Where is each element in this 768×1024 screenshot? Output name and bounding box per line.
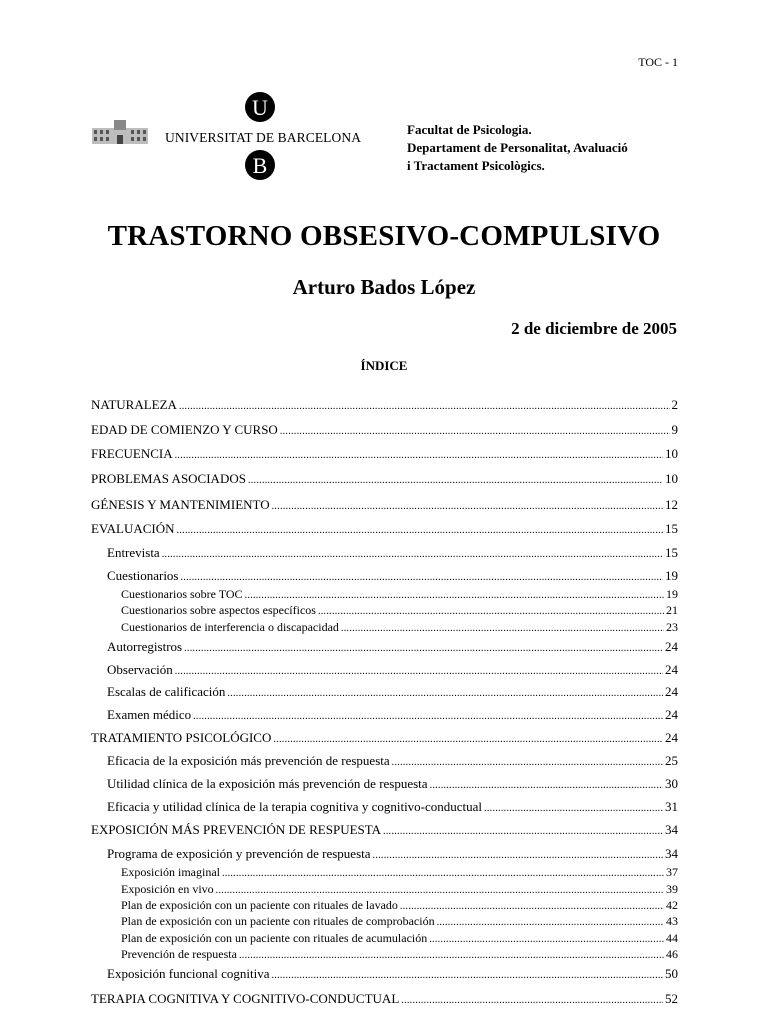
toc-entry-label: Autorregistros [107,639,183,654]
toc-entry-page: 52 [665,991,678,1006]
toc-entry-page: 39 [666,882,678,896]
toc-entry-label: Programa de exposición y prevención de respuesta [107,846,371,861]
toc-entry-label: TERAPIA COGNITIVA Y COGNITIVO-CONDUCTUAL [91,991,400,1006]
toc-dot-leader [227,688,663,699]
toc-entry-label: Eficacia y utilidad clínica de la terapia cognitiva y cognitivo-conductual [107,799,483,814]
toc-dot-leader [175,666,663,677]
toc-entry-label: EXPOSICIÓN MÁS PREVENCIÓN DE RESPUESTA [91,822,382,837]
toc-dot-leader [271,970,663,981]
toc-entry-page: 34 [665,822,678,837]
toc-entry-label: Examen médico [107,707,192,722]
logo-letter-u: U [245,92,275,122]
toc-entry-page: 24 [665,730,678,745]
toc-entry[interactable] [121,603,678,618]
university-logo [90,90,370,185]
toc-entry-page: 44 [666,931,678,945]
toc-dot-leader [193,711,663,722]
toc-dot-leader [430,780,663,791]
toc-entry[interactable] [121,914,678,929]
toc-dot-leader [273,734,663,745]
toc-entry[interactable] [107,799,678,815]
toc-entry-label: EVALUACIÓN [91,521,175,536]
toc-entry-page: 50 [665,966,678,981]
toc-entry-page: 24 [665,707,678,722]
toc-entry-page: 10 [665,446,678,461]
toc-entry-page: 30 [665,776,678,791]
toc-entry-page: 9 [671,422,678,437]
toc-entry-label: Cuestionarios [107,568,179,583]
university-building-icon [92,120,148,144]
toc-entry[interactable] [107,753,678,769]
toc-entry-label: Plan de exposición con un paciente con rituales de lavado [121,898,398,912]
toc-entry-label: Observación [107,662,173,677]
toc-entry-label: FRECUENCIA [91,446,173,461]
document-title: TRASTORNO OBSESIVO-COMPULSIVO [107,220,661,252]
toc-entry-label: Plan de exposición con un paciente con rituales de acumulación [121,931,428,945]
toc-entry-label: Exposición en vivo [121,882,214,896]
logo-letter-b: B [245,150,275,180]
toc-dot-leader [484,803,663,814]
toc-entry-label: Eficacia de la exposición más prevención de respuesta [107,753,390,768]
toc-entry-page: 31 [665,799,678,814]
toc-dot-leader [318,606,664,617]
toc-dot-leader [245,590,664,601]
toc-entry[interactable] [107,568,678,584]
document-date: 2 de diciembre de 2005 [511,319,677,338]
toc-entry[interactable] [91,497,678,513]
toc-entry-label: Plan de exposición con un paciente con rituales de comprobación [121,914,435,928]
toc-dot-leader [216,885,664,896]
toc-entry[interactable] [121,865,678,880]
toc-entry-label: Entrevista [107,545,160,560]
toc-entry-page: 12 [665,497,678,512]
toc-entry-label: Cuestionarios sobre aspectos específicos [121,603,316,617]
toc-entry[interactable] [121,898,678,913]
toc-entry-label: Cuestionarios de interferencia o discapacidad [121,620,339,634]
toc-entry-page: 15 [665,521,678,536]
toc-dot-leader [280,426,670,437]
toc-entry[interactable] [91,471,678,487]
toc-dot-leader [429,934,664,945]
toc-dot-leader [383,826,663,837]
logo-university-name: UNIVERSITAT DE BARCELONA [165,130,362,145]
toc-entry-label: Utilidad clínica de la exposición más prevención de respuesta [107,776,428,791]
toc-dot-leader [162,549,663,560]
toc-entry-label: Escalas de calificación [107,684,226,699]
toc-entry[interactable] [91,730,678,746]
toc-dot-leader [373,850,663,861]
toc-entry-label: PROBLEMAS ASOCIADOS [91,471,246,486]
toc-entry-label: EDAD DE COMIENZO Y CURSO [91,422,278,437]
toc-entry-label: GÉNESIS Y MANTENIMIENTO [91,497,270,512]
toc-entry-page: 46 [666,947,678,961]
toc-entry[interactable] [107,707,678,723]
toc-entry-page: 25 [665,753,678,768]
toc-entry-page: 15 [665,545,678,560]
toc-entry[interactable] [91,521,678,537]
toc-entry[interactable] [91,822,678,838]
toc-dot-leader [392,757,663,768]
toc-entry-label: Prevención de respuesta [121,947,237,961]
toc-entry[interactable] [91,446,678,462]
toc-entry-label: Cuestionarios sobre TOC [121,587,243,601]
toc-dot-leader [400,901,664,912]
toc-entry-page: 24 [665,639,678,654]
index-heading: ÍNDICE [360,358,408,373]
toc-entry[interactable] [107,662,678,678]
toc-entry-page: 34 [665,846,678,861]
toc-entry[interactable] [121,587,678,602]
toc-entry[interactable] [121,931,678,946]
toc-dot-leader [401,995,663,1006]
toc-entry-page: 24 [665,662,678,677]
toc-entry-label: NATURALEZA [91,397,177,412]
toc-dot-leader [272,501,663,512]
toc-entry-page: 24 [665,684,678,699]
toc-dot-leader [181,572,664,583]
toc-entry-page: 42 [666,898,678,912]
faculty-line: Facultat de Psicologia. [407,122,532,137]
toc-dot-leader [239,950,664,961]
toc-entry[interactable] [91,397,678,413]
toc-entry-page: 19 [666,587,678,601]
toc-entry-page: 23 [666,620,678,634]
toc-dot-leader [222,868,664,879]
toc-entry-page: 2 [671,397,678,412]
toc-entry-page: 10 [665,471,678,486]
toc-entry[interactable] [121,882,678,897]
toc-dot-leader [437,917,664,928]
toc-dot-leader [341,623,664,634]
toc-entry-label: TRATAMIENTO PSICOLÓGICO [91,730,272,745]
toc-entry[interactable] [107,776,678,792]
department-line: Departament de Personalitat, Avaluació [407,140,628,155]
department-line-continued: i Tractament Psicològics. [407,158,545,173]
toc-dot-leader [177,525,663,536]
toc-dot-leader [175,450,663,461]
toc-entry[interactable] [107,846,678,862]
toc-entry[interactable] [107,684,678,700]
toc-entry[interactable] [121,620,678,635]
toc-entry-page: 21 [666,603,678,617]
toc-entry[interactable] [107,545,678,561]
toc-entry-label: Exposición funcional cognitiva [107,966,270,981]
toc-dot-leader [248,475,663,486]
faculty-block [407,121,628,175]
toc-entry-page: 43 [666,914,678,928]
toc-entry-label: Exposición imaginal [121,865,220,879]
toc-entry[interactable] [91,991,678,1007]
toc-dot-leader [184,643,663,654]
author-name: Arturo Bados López [292,275,476,299]
toc-entry[interactable] [107,639,678,655]
toc-entry[interactable] [121,947,678,962]
toc-dot-leader [179,401,670,412]
toc-entry[interactable] [107,966,678,982]
toc-entry-page: 19 [665,568,678,583]
toc-entry-page: 37 [666,865,678,879]
page-number: TOC - 1 [638,55,678,69]
toc-entry[interactable] [91,422,678,438]
